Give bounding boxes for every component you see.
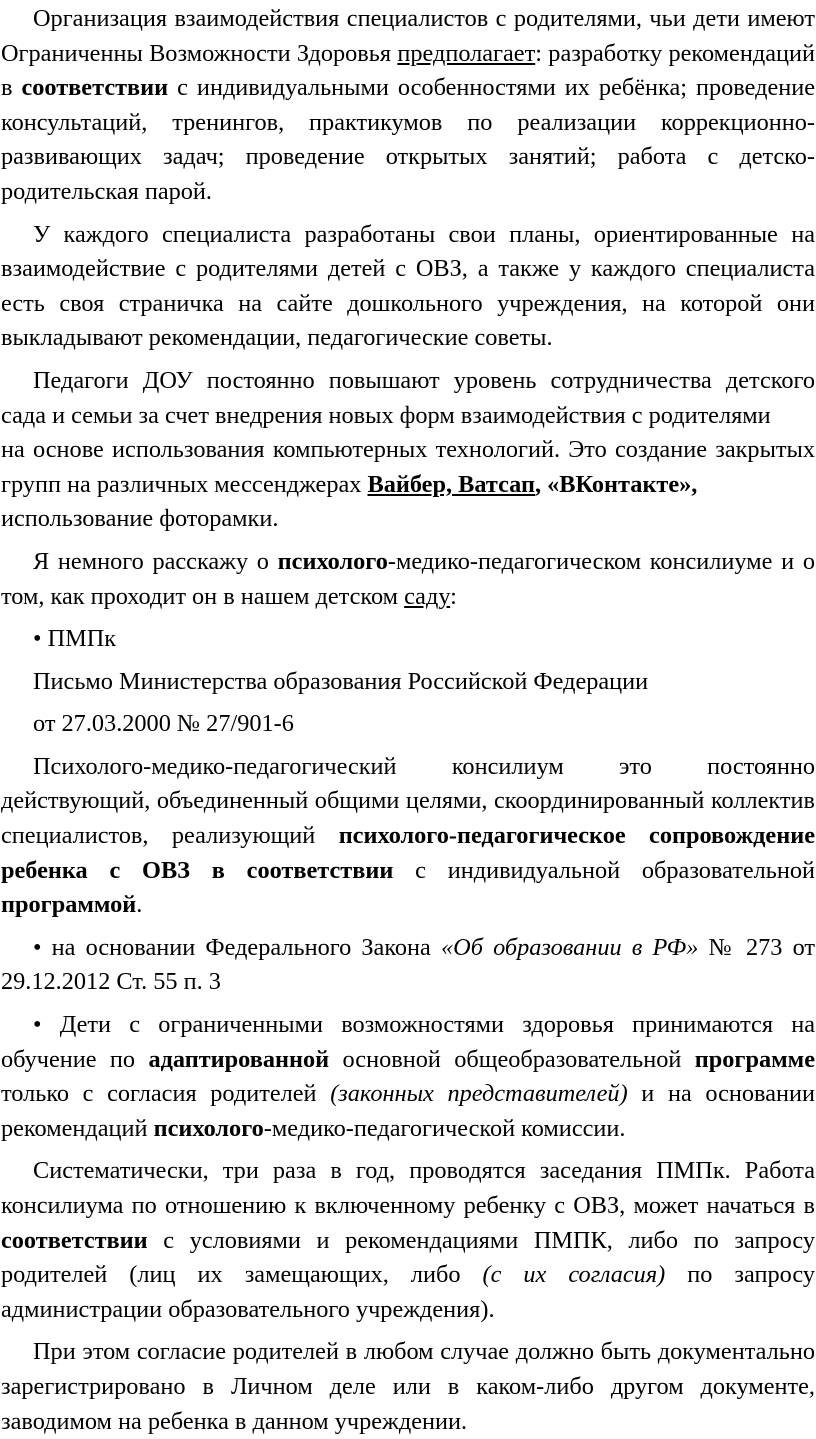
underlined-word: предполагает bbox=[397, 39, 536, 67]
paragraph-consent: При этом согласие родителей в любом случае должно быть документально зарегистрировано в Личном деле или в каком-либо другом документе, заводимом на ребенка в данном учреждении. bbox=[1, 1338, 815, 1435]
text-run: Ограниченны Возможности Здоровья bbox=[1, 39, 392, 67]
text-run: • на основании Федерального Закона bbox=[33, 933, 442, 961]
text-run: -медико-педагогической комиссии. bbox=[263, 1114, 626, 1142]
text-run: • Дети с ограниченными возможностями здоровья принимаются на обучение по bbox=[1, 1011, 815, 1073]
paragraph-sessions bbox=[1, 1154, 815, 1327]
text-run: . bbox=[136, 891, 143, 919]
messenger-names-rest: , «ВКонтакте», bbox=[535, 470, 698, 498]
paragraph-consilium-intro bbox=[1, 545, 815, 614]
text-run: : bbox=[450, 582, 457, 610]
text-run: Я немного расскажу о bbox=[33, 547, 278, 575]
bold-word: психолого bbox=[153, 1114, 264, 1142]
paragraph-admission bbox=[1, 1008, 815, 1146]
text-line bbox=[1, 468, 815, 503]
bold-word: программе bbox=[694, 1045, 816, 1073]
text-run: только с согласия родителей bbox=[1, 1080, 331, 1108]
text-run: Организация взаимодействия специалистов с родителями, чьи дети имеют bbox=[33, 5, 815, 32]
text-run: групп на различных мессенджерах bbox=[1, 470, 368, 498]
text-run: с условиями и рекомендациями ПМПК, либо по запросу родителей (лиц их замещающих, либо bbox=[1, 1226, 815, 1289]
text-run: и на основании рекомендаций bbox=[1, 1080, 815, 1142]
italic-phrase: (законных представителей) bbox=[330, 1080, 628, 1108]
italic-phrase: (с их согласия) bbox=[482, 1261, 666, 1289]
text-line: на основе использования компьютерных технологий. Это создание закрытых bbox=[1, 436, 815, 464]
law-title: «Об образовании в РФ» bbox=[441, 933, 699, 961]
paragraph-new-forms bbox=[1, 364, 815, 537]
bold-word: психолого bbox=[277, 547, 388, 575]
text-run: -медико-педагогическом консилиуме и о том, как проходит он в нашем детском bbox=[1, 547, 815, 610]
text-run: по запросу администрации образовательного учреждения). bbox=[1, 1261, 815, 1323]
ministry-letter-number: от 27.03.2000 № 27/901-6 bbox=[33, 710, 294, 738]
text-run: Систематически, три раза в год, проводятся заседания ПМПк. Работа консилиума по отношению к включенному ребенку с ОВЗ, может начаться в bbox=[1, 1157, 815, 1219]
bold-word: адаптированной bbox=[148, 1045, 330, 1073]
text-run: № 273 от 29.12.2012 Ст. 55 п. 3 bbox=[1, 933, 816, 996]
bold-word: соответствии bbox=[21, 74, 169, 102]
bold-word: программой bbox=[1, 891, 137, 919]
bold-phrase: психолого-педагогическое сопровождение ребенка с ОВЗ в соответствии bbox=[1, 822, 815, 884]
paragraph-federal-law bbox=[1, 931, 815, 1000]
text-run: с индивидуальными особенностями их ребёнка; проведение консультаций, тренингов, практикумов по реализации коррекционно-развивающих задач; проведение открытых занятий; работа с детско-родительская парой. bbox=[1, 74, 816, 205]
messenger-names: Вайбер, Ватсап bbox=[367, 470, 535, 498]
bold-word: соответствии bbox=[1, 1226, 148, 1254]
underlined-word: саду bbox=[404, 582, 451, 610]
text-run: Психолого-медико-педагогический консилиум это постоянно действующий, объединенный общими целями, скоординированный коллектив специалистов, реализующий bbox=[1, 752, 815, 850]
text-line: использование фоторамки. bbox=[1, 505, 279, 533]
text-line: Педагоги ДОУ постоянно повышают уровень сотрудничества детского bbox=[33, 366, 815, 394]
text-line: сада и семьи за счет внедрения новых форм взаимодействия с родителями bbox=[1, 401, 771, 429]
text-run: : разработку рекомендаций в bbox=[1, 39, 815, 102]
text-run: основной общеобразовательной bbox=[329, 1045, 695, 1073]
text-run: с индивидуальной образовательной bbox=[393, 856, 815, 884]
ministry-letter-title: Письмо Министерства образования Российской Федерации bbox=[33, 667, 649, 695]
pmpk-bullet: • ПМПк bbox=[33, 625, 117, 653]
paragraph-consilium-definition bbox=[1, 750, 815, 923]
paragraph-specialist-plans: У каждого специалиста разработаны свои планы, ориентированные на взаимодействие с родителями детей с ОВЗ, а также у каждого специалиста есть своя страничка на сайте дошкольного учреждения, на которой они выкладывают рекомендации, педагогические советы. bbox=[1, 220, 815, 352]
paragraph-interaction-intro bbox=[1, 2, 815, 210]
